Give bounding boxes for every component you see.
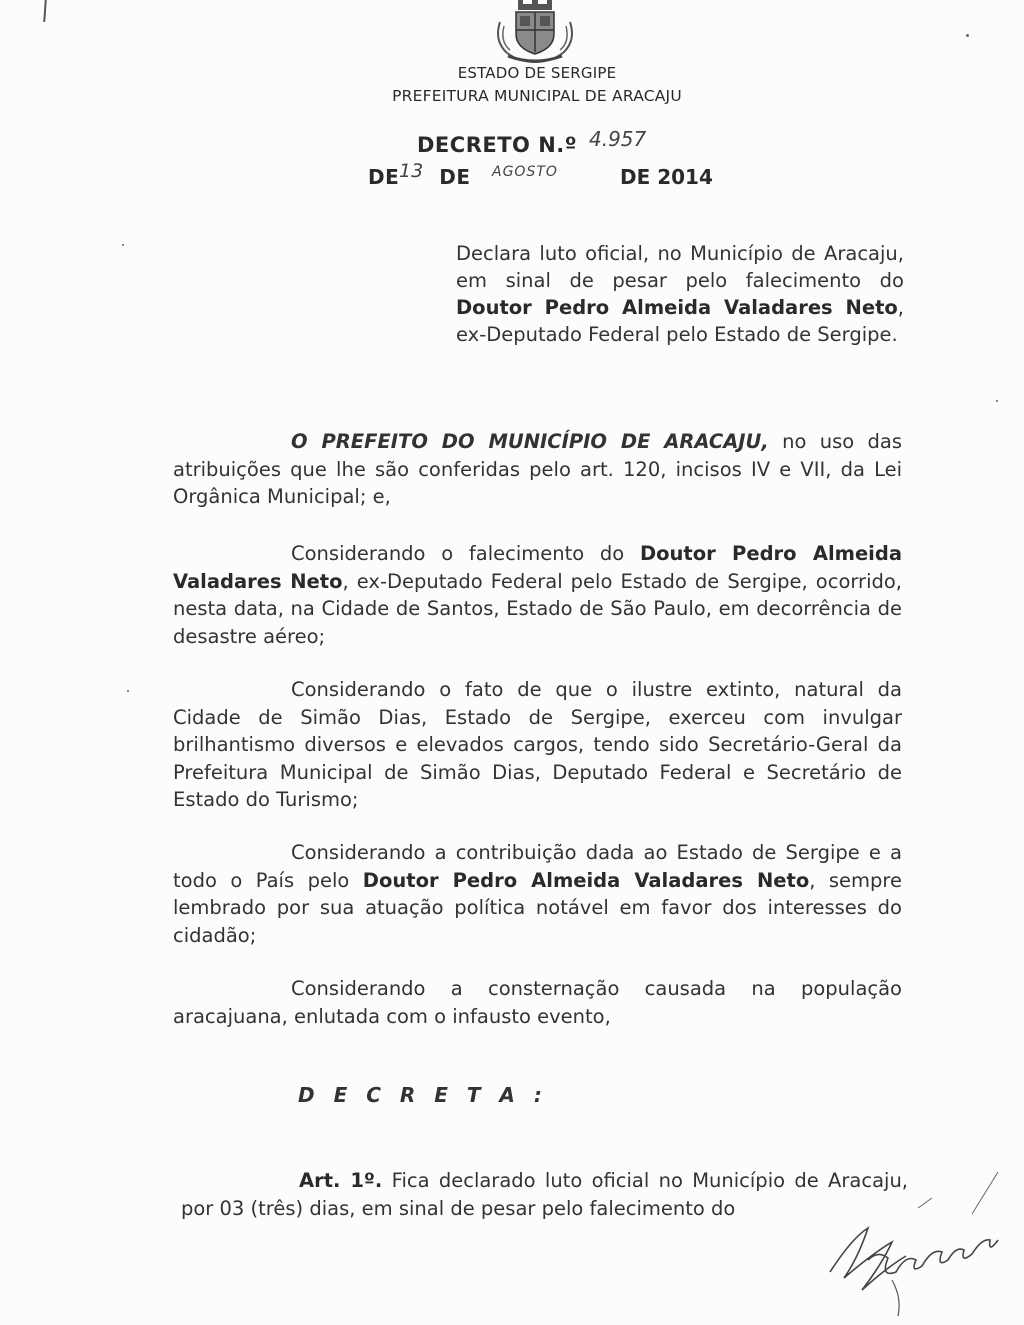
considerando-text: , ex-Deputado Federal pelo Estado de Sergipe, ocorrido, nesta data, na Cidade de Santos, Estado de São Paulo, em decorrência de desastre aéreo; <box>173 569 902 648</box>
summary-text-2: , ex-Deputado Federal pelo Estado de Sergipe. <box>456 296 904 346</box>
speck <box>996 400 998 402</box>
considerando-text: , sempre lembrado por sua atuação política notável em favor dos interesses do cidadão; <box>173 868 903 947</box>
considerando-name: Doutor Pedro Almeida Valadares Neto <box>173 542 902 593</box>
header-state: ESTADO DE SERGIPE <box>457 64 617 82</box>
preamble-lead: O PREFEITO DO MUNICÍPIO DE ARACAJU, <box>291 430 769 453</box>
article-label: Art. 1º. <box>299 1169 383 1192</box>
date-de-1: DE <box>368 165 400 189</box>
speck <box>122 244 124 246</box>
considerando-3 <box>173 839 902 949</box>
handwritten-signature <box>822 1168 1018 1318</box>
header-municipality: PREFEITURA MUNICIPAL DE ARACAJU <box>392 87 682 105</box>
date-de-2: DE <box>439 165 471 189</box>
article-text: Fica declarado luto oficial no Município de Aracaju, por 03 (três) dias, em sinal de pesar pelo falecimento do <box>181 1169 908 1220</box>
decree-summary <box>456 240 904 348</box>
decree-month-handwritten: AGOSTO <box>492 164 558 180</box>
considerando-text: Considerando o falecimento do <box>291 542 640 565</box>
considerando-1 <box>173 540 902 650</box>
summary-name: Doutor Pedro Almeida Valadares Neto <box>456 296 898 319</box>
considerando-4: Considerando a consternação causada na população aracajuana, enlutada com o infausto evento, <box>173 977 902 1028</box>
speck <box>966 34 969 37</box>
considerando-name: Doutor Pedro Almeida Valadares Neto <box>362 868 810 892</box>
decreta-heading: D E C R E T A : <box>298 1083 548 1107</box>
decree-year: DE 2014 <box>620 165 713 189</box>
preamble-text: no uso das atribuições que lhe são conferidas pelo art. 120, incisos IV e VII, da Lei Orgânica Municipal; e, <box>173 430 902 508</box>
speck <box>127 690 129 692</box>
decree-number-handwritten: 4.957 <box>589 127 647 151</box>
preamble-paragraph <box>173 428 902 511</box>
considerando-2: Considerando o fato de que o ilustre extinto, natural da Cidade de Simão Dias, Estado de Sergipe, exerceu com invulgar brilhantismo diversos e elevados cargos, tendo sido Secretário-Geral da Prefeitura Municipal de Simão Dias, Deputado Federal e Secretário de Estado do Turismo; <box>173 678 902 811</box>
article-1 <box>181 1167 908 1222</box>
decree-day-handwritten: 13 <box>399 160 424 182</box>
margin-mark <box>43 0 47 22</box>
considerando-text: Considerando a contribuição dada ao Estado de Sergipe e a todo o País pelo <box>173 841 902 892</box>
summary-text-1: Declara luto oficial, no Município de Aracaju, em sinal de pesar pelo falecimento do <box>456 242 904 292</box>
municipal-coat-of-arms-icon <box>492 0 578 66</box>
decree-title: DECRETO N.º <box>417 133 578 157</box>
